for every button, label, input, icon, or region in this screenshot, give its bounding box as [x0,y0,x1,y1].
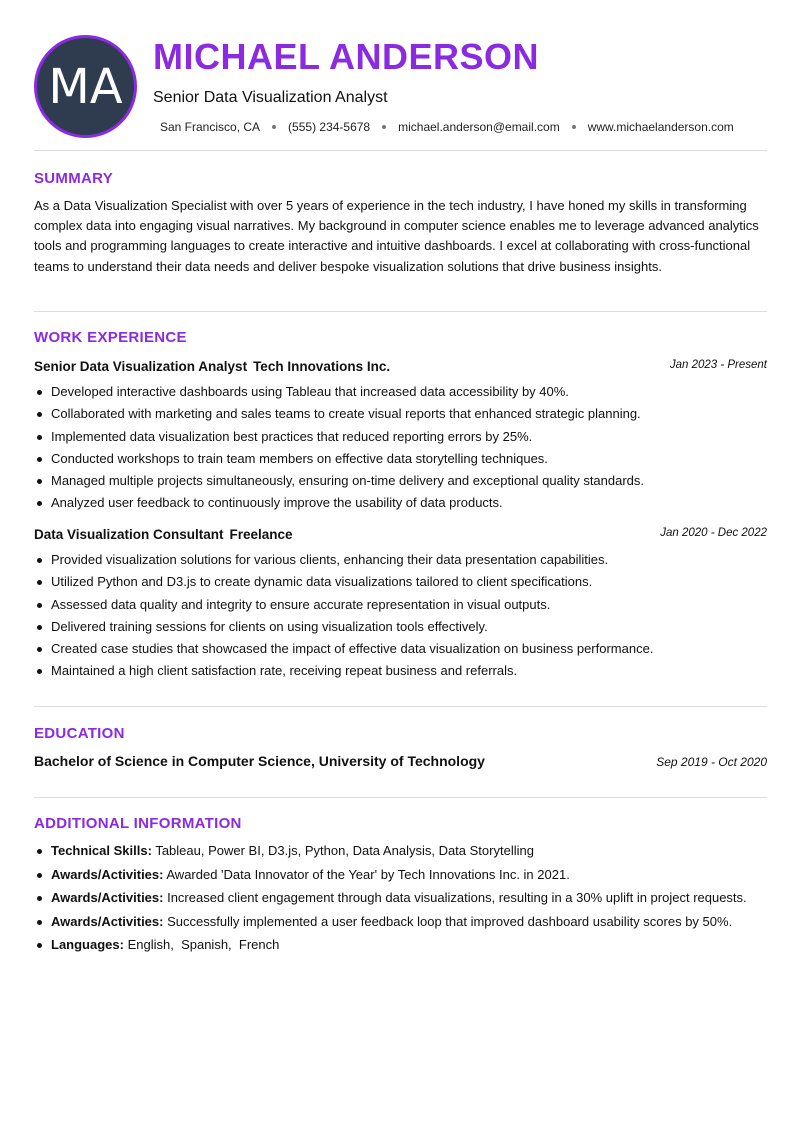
education-degree: Bachelor of Science in Computer Science, University of Technology [34,753,485,769]
contact-website[interactable]: www.michaelanderson.com [587,120,734,134]
job-dates: Jan 2023 - Present [669,359,767,371]
list-item: Assessed data quality and integrity to ensure accurate representation in visual outputs. [34,595,774,617]
job-company: Freelance [229,527,293,542]
item-text: Awarded 'Data Innovator of the Year' by Tech Innovations Inc. in 2021. [166,866,570,882]
additional-heading: ADDITIONAL INFORMATION [34,815,242,832]
additional-list [34,841,779,959]
list-item: Conducted workshops to train team members on effective data storytelling techniques. [34,449,774,471]
avatar [34,35,137,138]
item-text: Tableau, Power BI, D3.js, Python, Data Analysis, Data Storytelling [155,843,534,858]
avatar-initials: MA [48,58,123,115]
item-text: English, Spanish, French [127,937,280,952]
list-item: Created case studies that showcased the impact of effective data visualization on business performance. [34,639,774,661]
separator-dot [382,125,386,129]
job-bullets [34,382,774,516]
contact-location: San Francisco, CA [160,120,261,134]
list-item: Utilized Python and D3.js to create dynamic data visualizations tailored to client specifications. [34,572,774,594]
candidate-name: MICHAEL ANDERSON [153,36,540,77]
separator-dot [572,125,576,129]
candidate-title: Senior Data Visualization Analyst [153,89,388,106]
list-item: Implemented data visualization best practices that reduced reporting errors by 25%. [34,427,774,449]
item-label: Awards/Activities: [51,866,164,882]
list-item: Analyzed user feedback to continuously improve the usability of data products. [34,493,774,515]
list-item: Delivered training sessions for clients on using visualization tools effectively. [34,617,774,639]
job-role: Data Visualization Consultant [34,527,224,542]
divider [34,311,767,312]
education-heading: EDUCATION [34,725,125,742]
experience-heading: WORK EXPERIENCE [34,329,187,346]
divider [34,797,767,798]
education-dates: Sep 2019 - Oct 2020 [656,755,767,769]
contact-email[interactable]: michael.anderson@email.com [398,120,560,134]
list-item: Provided visualization solutions for various clients, enhancing their data presentation capabilities. [34,550,774,572]
item-label: Languages: [51,937,124,952]
summary-heading: SUMMARY [34,170,114,187]
job-header [34,526,767,544]
separator-dot [272,125,276,129]
job-company: Tech Innovations Inc. [253,359,391,374]
list-item: Developed interactive dashboards using Tableau that increased data accessibility by 40%. [34,382,774,404]
item-label: Awards/Activities: [51,913,164,929]
job-bullets [34,550,774,684]
list-item: Collaborated with marketing and sales teams to create visual reports that enhanced strategic planning. [34,404,774,426]
list-item: Maintained a high client satisfaction rate, receiving repeat business and referrals. [34,661,774,683]
job-dates: Jan 2020 - Dec 2022 [660,527,767,539]
list-item [34,888,779,912]
summary-text: As a Data Visualization Specialist with over 5 years of experience in the tech industry, I have honed my skills in transforming complex data into engaging visual narratives. My background in computer science enables me to leverage advanced analytics tools and programming languages to create interactive and intuitive dashboards. I excel at collaborating with cross-functional teams to understand their data needs and deliver bespoke visualization solutions that drive business insights. [34,198,759,274]
contact-bar [160,120,734,134]
divider [34,150,767,151]
item-label: Awards/Activities: [51,890,164,905]
job-header [34,358,767,376]
list-item [34,912,779,936]
education-entry [34,753,767,773]
list-item [34,841,779,865]
divider [34,706,767,707]
list-item [34,935,779,959]
list-item [34,865,779,889]
job-role: Senior Data Visualization Analyst [34,359,248,374]
item-label: Technical Skills: [51,843,152,858]
contact-phone: (555) 234-5678 [288,120,371,134]
item-text: Successfully implemented a user feedback loop that improved dashboard usability scores by 50%. [167,913,733,929]
list-item: Managed multiple projects simultaneously, ensuring on-time delivery and exceptional quality standards. [34,471,774,493]
item-text: Increased client engagement through data visualizations, resulting in a 30% uplift in project requests. [167,890,747,905]
